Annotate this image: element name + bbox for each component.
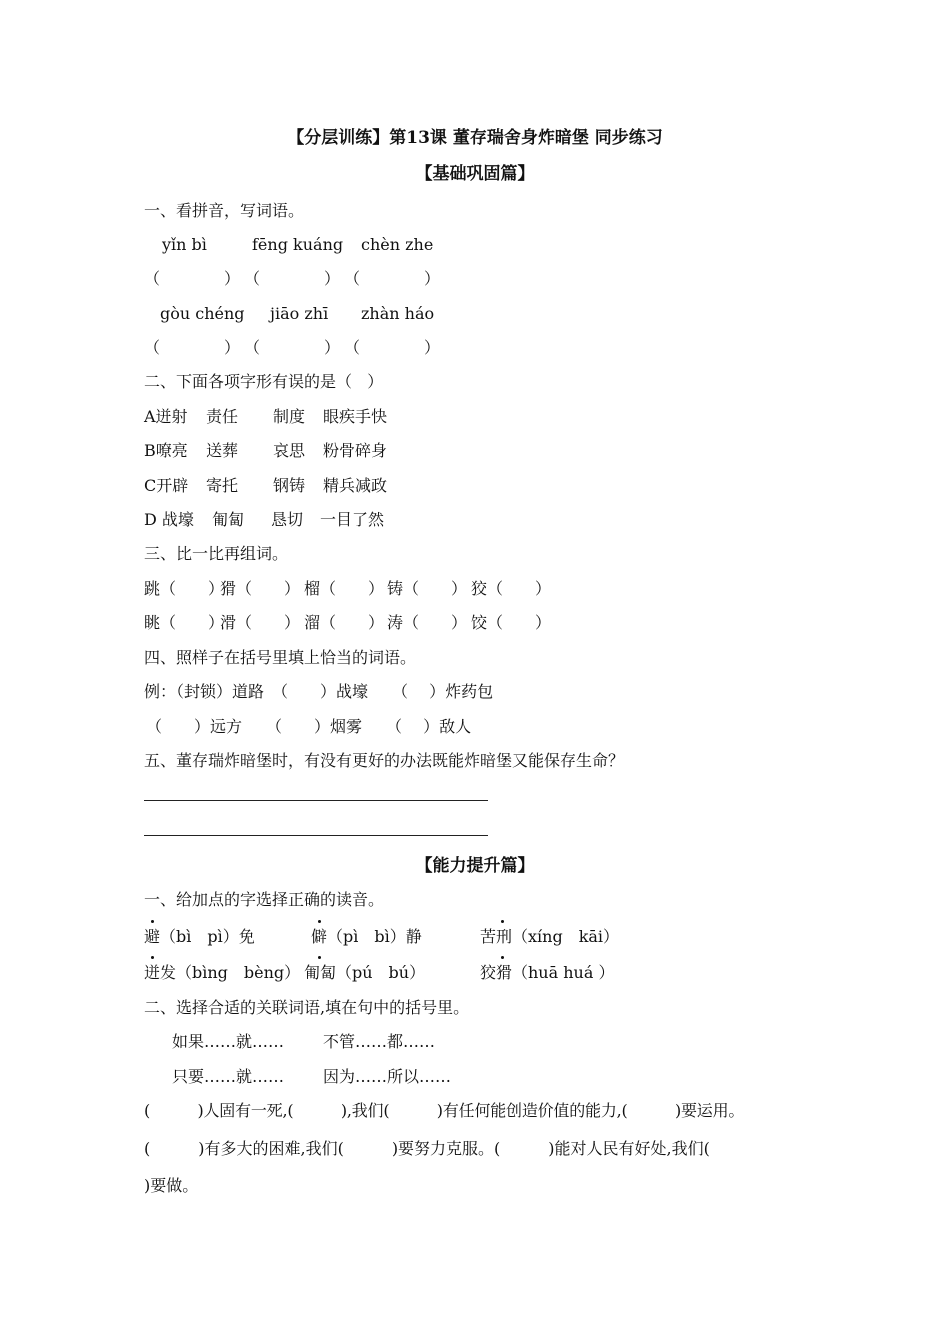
- answer-blank: （ ）: [144, 269, 241, 288]
- question-4-prompt: 四、照样子在括号里填上恰当的词语。: [144, 648, 417, 667]
- emphasis-dot: [501, 920, 504, 923]
- option-c-2: 寄托: [206, 476, 239, 495]
- pinyin-5: jiāo zhī: [270, 304, 329, 323]
- option-d-1: D 战壕: [144, 510, 194, 529]
- answer-blank: （ ）: [244, 338, 341, 357]
- fill-sentence-1: ( )人固有一死,( ),我们( )有任何能创造价值的能力,( )要运用。: [144, 1101, 745, 1120]
- option-b-2: 送葬: [206, 441, 239, 460]
- emphasis-dot: [318, 920, 321, 923]
- question-3-prompt: 三、比一比再组词。: [144, 544, 289, 563]
- question-1-prompt: 一、看拼音，写词语。: [144, 201, 305, 220]
- reading-item: 狡猾（huā huá ）: [480, 963, 615, 982]
- compare-item: 跳（ ）: [144, 579, 225, 598]
- question-5-prompt: 五、董存瑞炸暗堡时，有没有更好的办法既能炸暗堡又能保存生命？: [144, 751, 625, 770]
- reading-item: 匍匐（pú bú）: [304, 963, 426, 982]
- option-d-2: 匍匐: [212, 510, 245, 529]
- option-c-4: 精兵减政: [323, 476, 388, 495]
- conjunction-pair: 因为……所以……: [323, 1067, 452, 1086]
- option-a-2: 责任: [206, 407, 239, 426]
- option-a-4: 眼疾手快: [323, 407, 388, 426]
- emphasis-dot: [151, 920, 154, 923]
- question-2-prompt: 二、下面各项字形有误的是（ ）: [144, 372, 384, 391]
- compare-item: 眺（ ）: [144, 613, 225, 632]
- compare-item: 涛（ ）: [387, 613, 468, 632]
- compare-item: 溜（ ）: [304, 613, 385, 632]
- adv-question-2-prompt: 二、选择合适的关联词语,填在句中的括号里。: [144, 998, 470, 1017]
- answer-blank: （ ）: [344, 269, 441, 288]
- option-c-3: 钢铸: [273, 476, 306, 495]
- compare-item: 狡（ ）: [471, 579, 552, 598]
- answer-line: [144, 835, 488, 836]
- reading-item: 迸发（bìng bèng）: [144, 963, 301, 982]
- answer-blank: （ ）: [344, 338, 441, 357]
- compare-item: 饺（ ）: [471, 613, 552, 632]
- compare-item: 榴（ ）: [304, 579, 385, 598]
- example-line-1: 例：（封锁）道路 （ ）战壕 （ ）炸药包: [144, 682, 494, 701]
- reading-item: 僻（pì bì）静: [311, 927, 422, 946]
- option-d-4: 一目了然: [320, 510, 385, 529]
- pinyin-1: yǐn bì: [162, 235, 207, 254]
- option-b-4: 粉骨碎身: [323, 441, 388, 460]
- pinyin-3: chèn zhe: [361, 235, 434, 254]
- section-heading-basic: 【基础巩固篇】: [415, 164, 535, 184]
- compare-item: 铸（ ）: [387, 579, 468, 598]
- fill-sentence-2: ( )有多大的困难,我们( )要努力克服。( )能对人民有好处,我们(: [144, 1139, 710, 1158]
- reading-item: 避（bì pì）免: [144, 927, 255, 946]
- answer-blank: （ ）: [244, 269, 341, 288]
- adv-question-1-prompt: 一、给加点的字选择正确的读音。: [144, 890, 385, 909]
- document-title: 【分层训练】第13课 董存瑞舍身炸暗堡 同步练习: [287, 128, 663, 148]
- section-heading-advanced: 【能力提升篇】: [415, 856, 535, 876]
- answer-line: [144, 800, 488, 801]
- compare-item: 猾（ ）: [220, 579, 301, 598]
- pinyin-6: zhàn háo: [361, 304, 435, 323]
- option-b-3: 哀思: [273, 441, 306, 460]
- answer-blank: （ ）: [144, 338, 241, 357]
- option-a-3: 制度: [273, 407, 306, 426]
- option-c-1: C开辟: [144, 476, 189, 495]
- reading-item: 苦刑（xíng kāi）: [480, 927, 620, 946]
- fill-sentence-3: )要做。: [144, 1176, 199, 1195]
- conjunction-pair: 不管……都……: [323, 1032, 436, 1051]
- option-b-1: B嘹亮: [144, 441, 188, 460]
- emphasis-dot: [501, 956, 504, 959]
- option-a-1: A迸射: [144, 407, 188, 426]
- pinyin-4: gòu chéng: [160, 304, 245, 323]
- conjunction-pair: 如果……就……: [172, 1032, 285, 1051]
- example-line-2: （ ）远方 （ ）烟雾 （ ）敌人: [146, 717, 472, 736]
- emphasis-dot: [151, 956, 154, 959]
- compare-item: 滑（ ）: [220, 613, 301, 632]
- pinyin-2: fēng kuáng: [252, 235, 344, 254]
- option-d-3: 恳切: [271, 510, 304, 529]
- conjunction-pair: 只要……就……: [172, 1067, 285, 1086]
- emphasis-dot: [318, 956, 321, 959]
